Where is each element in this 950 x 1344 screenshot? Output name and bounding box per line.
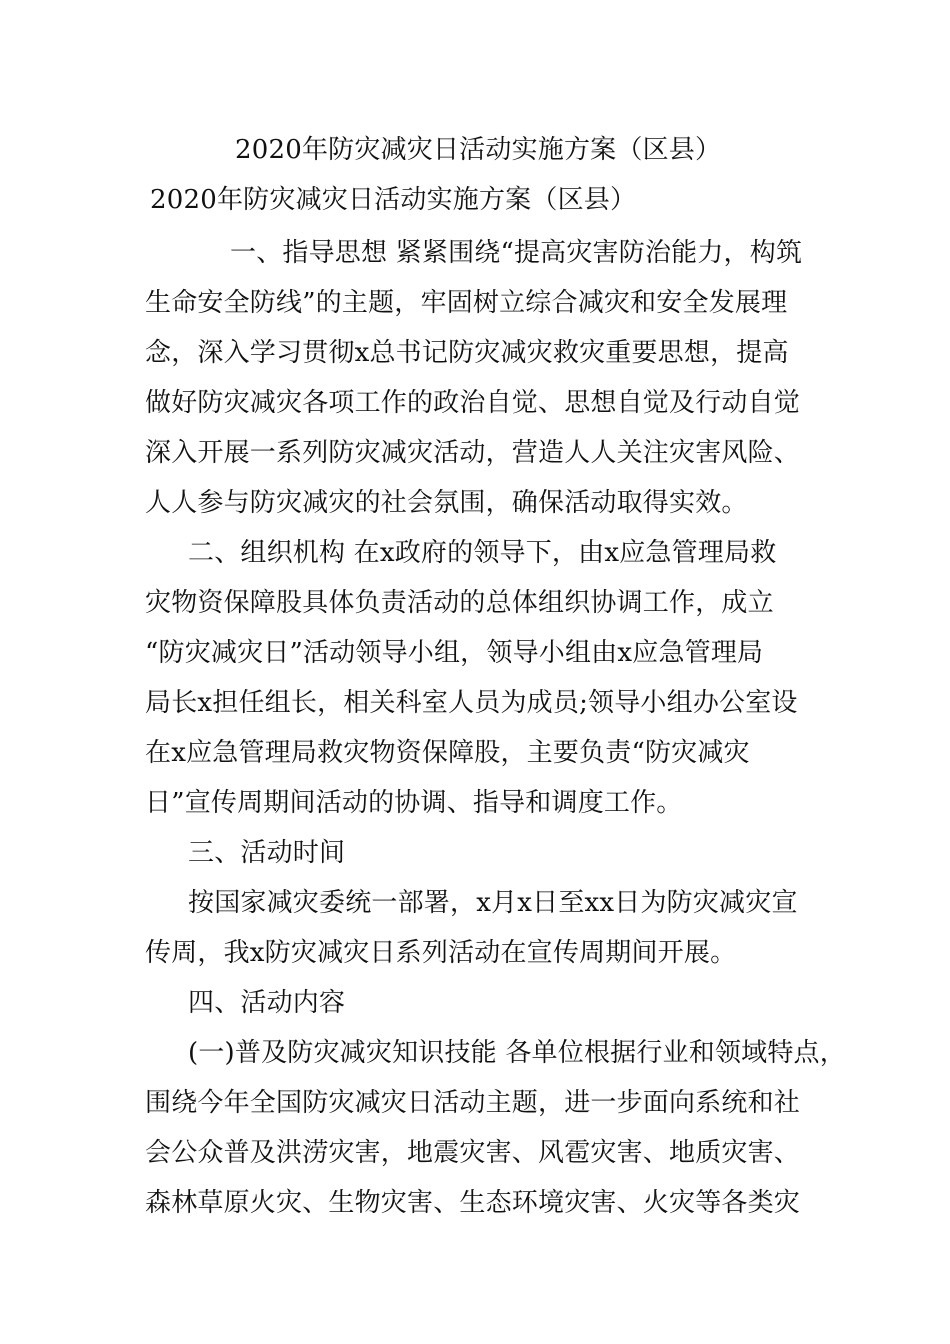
paragraph-line: 做好防灾减灾各项工作的政治自觉、思想自觉及行动自觉 <box>145 388 801 418</box>
paragraph-line: (一)普及防灾减灾知识技能 各单位根据行业和领域特点， <box>188 1038 846 1068</box>
section-heading: 三、活动时间 <box>188 838 346 868</box>
paragraph-line: 传周，我x防灾减灾日系列活动在宣传周期间开展。 <box>145 938 737 968</box>
paragraph-line: “防灾减灾日”活动领导小组，领导小组由x应急管理局 <box>145 638 764 668</box>
paragraph-line: 森林草原火灾、生物灾害、生态环境灾害、火灾等各类灾 <box>145 1188 801 1218</box>
paragraph-line: 在x应急管理局救灾物资保障股，主要负责“防灾减灾 <box>145 738 750 768</box>
paragraph-line: 围绕今年全国防灾减灾日活动主题，进一步面向系统和社 <box>145 1088 801 1118</box>
document-title: 2020年防灾减灾日活动实施方案（区县） <box>235 135 722 165</box>
paragraph-line: 生命安全防线”的主题，牢固树立综合减灾和安全发展理 <box>145 288 788 318</box>
paragraph-line: 一、指导思想 紧紧围绕“提高灾害防治能力，构筑 <box>230 238 803 268</box>
paragraph-line: 日”宣传周期间活动的协调、指导和调度工作。 <box>145 788 683 818</box>
paragraph-line: 人人参与防灾减灾的社会氛围，确保活动取得实效。 <box>145 488 748 518</box>
paragraph-line: 灾物资保障股具体负责活动的总体组织协调工作，成立 <box>145 588 774 618</box>
section-heading: 四、活动内容 <box>188 988 346 1018</box>
paragraph-line: 局长x担任组长，相关科室人员为成员;领导小组办公室设 <box>145 688 798 718</box>
paragraph-line: 按国家减灾委统一部署，x月x日至xx日为防灾减灾宣 <box>188 888 798 918</box>
paragraph-line: 二、组织机构 在x政府的领导下，由x应急管理局救 <box>188 538 777 568</box>
paragraph-line: 会公众普及洪涝灾害，地震灾害、风雹灾害、地质灾害、 <box>145 1138 801 1168</box>
document-subtitle: 2020年防灾减灾日活动实施方案（区县） <box>150 185 637 215</box>
paragraph-line: 深入开展一系列防灾减灾活动，营造人人关注灾害风险、 <box>145 438 801 468</box>
paragraph-line: 念，深入学习贯彻x总书记防灾减灾救灾重要思想，提高 <box>145 338 789 368</box>
